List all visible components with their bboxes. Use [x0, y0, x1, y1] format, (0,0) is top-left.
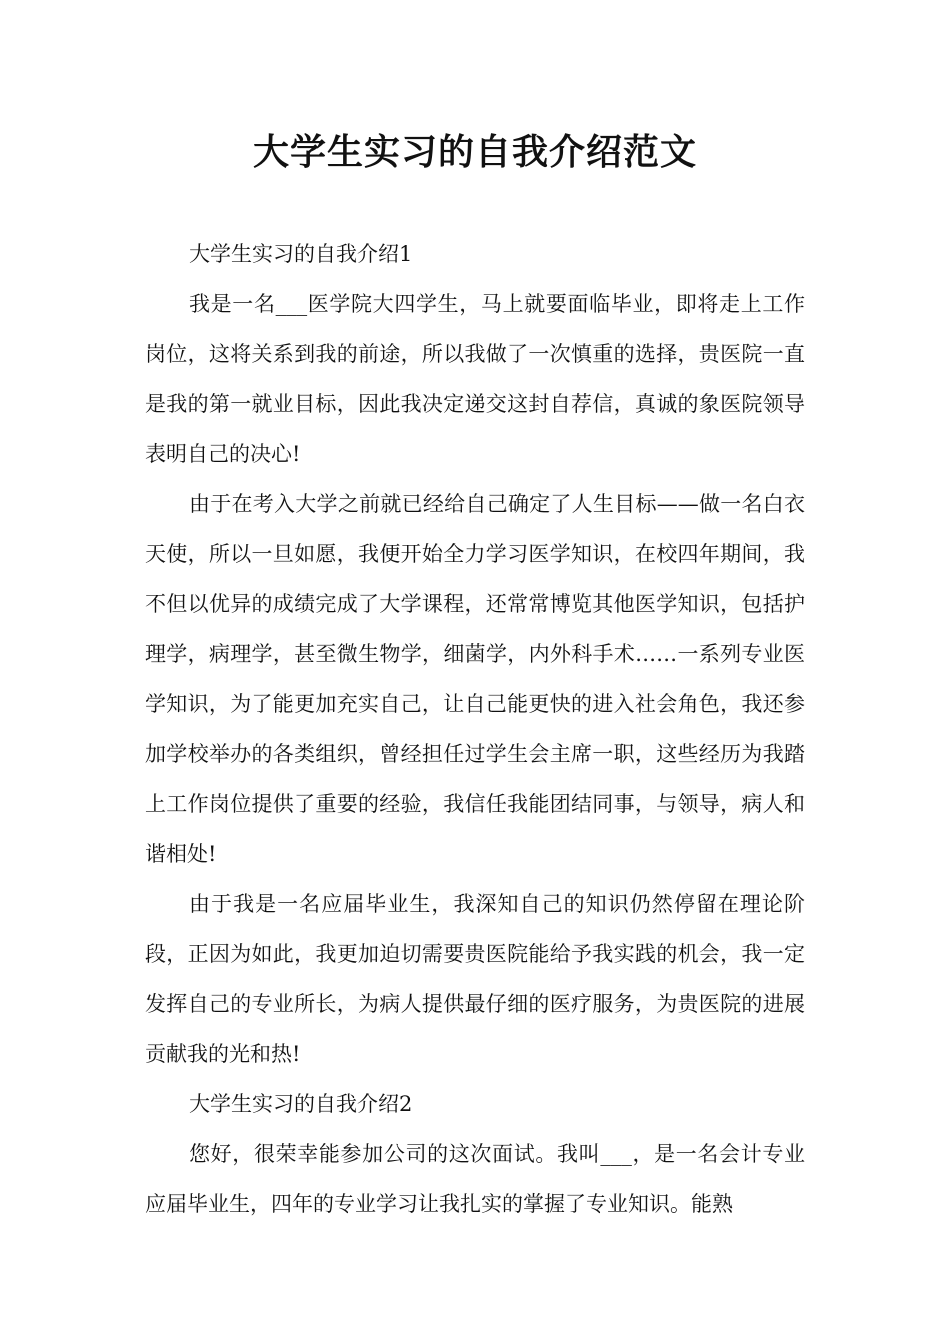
- paragraph: 由于我是一名应届毕业生，我深知自己的知识仍然停留在理论阶段，正因为如此，我更加迫切需要贵医院能给予我实践的机会，我一定发挥自己的专业所长，为病人提供最仔细的医疗服务，为贵医院的进展贡献我的光和热!: [145, 892, 805, 1066]
- paragraph: 由于在考入大学之前就已经给自己确定了人生目标——做一名白衣天使，所以一旦如愿，我便开始全力学习医学知识，在校四年期间，我不但以优异的成绩完成了大学课程，还常常博览其他医学知识，包括护理学，病理学，甚至微生物学，细菌学，内外科手术……一系列专业医学知识，为了能更加充实自己，让自己能更快的进入社会角色，我还参加学校举办的各类组织，曾经担任过学生会主席一职，这些经历为我踏上工作岗位提供了重要的经验，我信任我能团结同事，与领导，病人和谐相处!: [145, 492, 805, 866]
- paragraph: 您好，很荣幸能参加公司的这次面试。我叫___，是一名会计专业应届毕业生，四年的专业学习让我扎实的掌握了专业知识。能熟: [145, 1142, 805, 1216]
- document-title: 大学生实习的自我介绍范文: [252, 132, 697, 173]
- section-heading-1: 大学生实习的自我介绍1: [189, 242, 413, 266]
- section-heading-2: 大学生实习的自我介绍2: [189, 1092, 413, 1116]
- document-body: [145, 229, 805, 1229]
- paragraph: 我是一名___医学院大四学生，马上就要面临毕业，即将走上工作岗位，这将关系到我的前途，所以我做了一次慎重的选择，贵医院一直是我的第一就业目标，因此我决定递交这封自荐信，真诚的象医院领导表明自己的决心!: [145, 292, 805, 466]
